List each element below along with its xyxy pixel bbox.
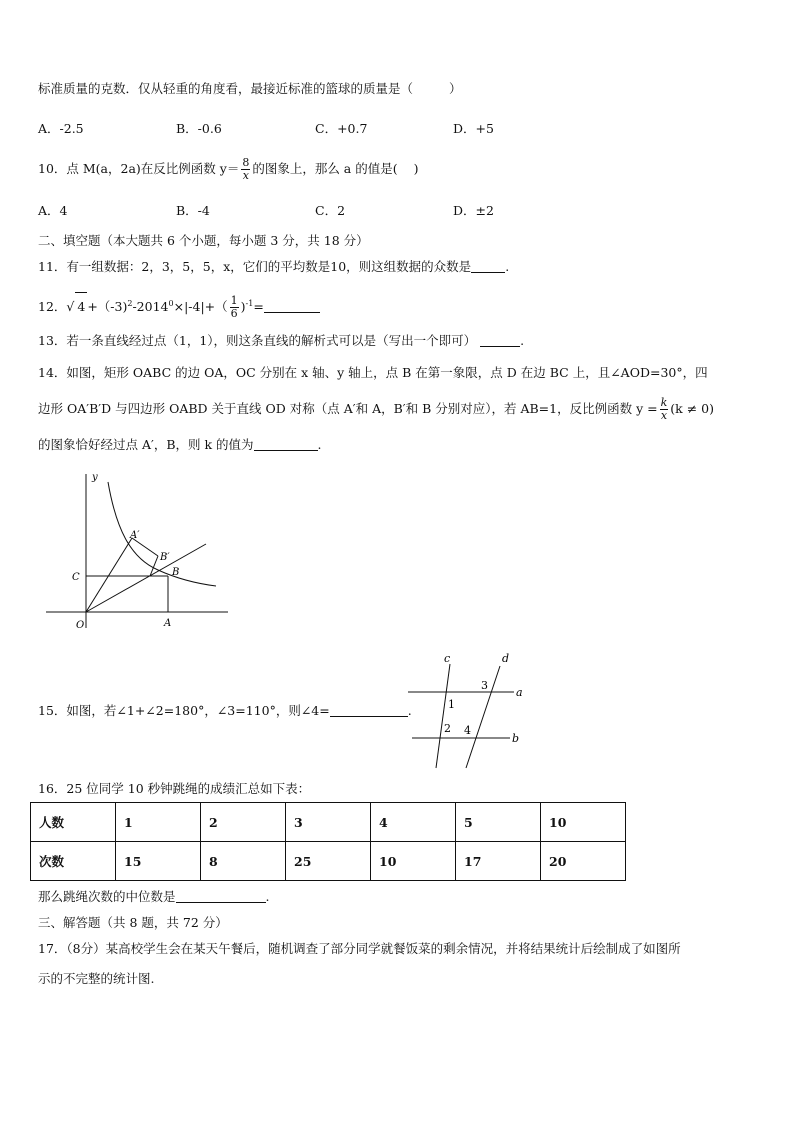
table-cell: 5	[456, 803, 541, 842]
q9-option-b: B．-0.6	[176, 121, 222, 136]
score-table	[30, 802, 626, 881]
table-cell: 10	[371, 842, 456, 881]
label-c: c	[444, 652, 451, 665]
table-cell: 8	[201, 842, 286, 881]
label-d: d	[502, 652, 510, 665]
q13-text: 13．若一条直线经过点（1，1），则这条直线的解析式可以是（写出一个即可）	[38, 333, 477, 348]
label-y: y	[92, 472, 98, 483]
q14-line2-post: (k ≠ 0)	[670, 401, 714, 416]
q12-exp1: 2	[127, 299, 133, 308]
label-a-prime: A′	[130, 530, 140, 541]
q10-suffix-close: )	[413, 161, 419, 176]
angle-3: 3	[481, 679, 488, 692]
q14-frac-den: x	[660, 409, 668, 422]
q12-part2: -2014	[132, 299, 169, 315]
table-cell: 4	[371, 803, 456, 842]
q11-end: .	[505, 259, 510, 274]
table-cell: 25	[286, 842, 371, 881]
q10-frac-den: x	[242, 169, 249, 182]
q9-tail-text: 标准质量的克数．仅从轻重的角度看，最接近标准的篮球的质量是（	[38, 81, 414, 96]
table-row	[31, 842, 626, 881]
line-c	[436, 664, 450, 768]
q14-blank	[254, 437, 318, 451]
q14-line2	[38, 392, 714, 426]
q12-part3: ×|-4|+（	[173, 299, 228, 315]
q14-frac-num: k	[660, 396, 668, 409]
label-b: b	[512, 732, 520, 745]
q15-text: 15．如图，若∠1+∠2=180°，∠3=110°，则∠4=	[38, 703, 330, 718]
q12-exp2: 0	[168, 299, 174, 308]
q13-blank	[480, 333, 520, 347]
sqrt-icon: √	[66, 299, 75, 315]
q12-frac-den: 6	[230, 307, 238, 321]
q13-end: .	[520, 333, 525, 348]
q10-frac-num: 8	[242, 156, 250, 169]
q16-text: 16．25 位同学 10 秒钟跳绳的成绩汇总如下表：	[38, 781, 311, 796]
q12-blank	[264, 299, 320, 313]
angle-4: 4	[464, 724, 471, 737]
q14-fraction	[660, 397, 669, 422]
q12-exp3: -1	[245, 299, 254, 308]
angle-2: 2	[444, 722, 451, 735]
q16-after-end: .	[265, 889, 270, 904]
q14-line3-end: .	[317, 437, 322, 452]
table-cell: 3	[286, 803, 371, 842]
q12-sqrt-arg: 4	[75, 292, 87, 321]
q9-option-c: C．+0.7	[315, 121, 368, 136]
angle-1: 1	[448, 698, 455, 711]
q16-after-text: 那么跳绳次数的中位数是	[38, 889, 176, 904]
table-cell: 次数	[31, 842, 116, 881]
table-cell: 10	[541, 803, 626, 842]
q16-after	[38, 888, 270, 906]
table-cell: 17	[456, 842, 541, 881]
label-a: a	[516, 686, 523, 699]
label-b-prime: B′	[160, 552, 170, 563]
q14-figure	[40, 468, 240, 632]
section-2-heading: 二、填空题（本大题共 6 个小题，每小题 3 分，共 18 分）	[38, 233, 369, 248]
q11-blank	[471, 259, 505, 273]
line-od	[86, 544, 206, 612]
hyperbola-curve	[108, 482, 216, 586]
q10-option-c: C．2	[315, 203, 346, 218]
q12-frac-num: 1	[230, 294, 238, 308]
q9-tail-close: ）	[449, 81, 462, 96]
q10-option-d: D．±2	[453, 203, 494, 218]
q10-prefix: 10．点 M(a，2a)在反比例函数 y＝	[38, 161, 240, 176]
q10-fraction	[241, 157, 250, 182]
q17-line2: 示的不完整的统计图.	[38, 971, 155, 986]
q9-option-d: D．+5	[453, 121, 494, 136]
q12-part5: =	[253, 299, 264, 315]
table-cell: 1	[116, 803, 201, 842]
q14-line3-text: 的图象恰好经过点 A′，B，则 k 的值为	[38, 437, 254, 452]
label-b: B	[172, 567, 180, 578]
q14-line1: 14．如图，矩形 OABC 的边 OA，OC 分别在 x 轴、y 轴上，点 B 在第一象限，点 D 在边 BC 上，且∠AOD=30°，四	[38, 365, 708, 380]
q16-blank	[176, 889, 266, 903]
q9-option-a: A．-2.5	[38, 121, 84, 136]
q12-part1: +（-3)	[87, 299, 128, 315]
q11	[38, 258, 509, 276]
q10	[38, 152, 419, 186]
q13	[38, 332, 524, 350]
q15-end: .	[407, 703, 412, 718]
table-cell: 20	[541, 842, 626, 881]
q12-num: 12．	[38, 299, 67, 315]
q12	[38, 290, 320, 321]
label-c: C	[72, 572, 80, 583]
label-o: O	[76, 620, 85, 631]
q12-fraction	[230, 295, 239, 320]
q11-text: 11．有一组数据：2，3，5，5，x，它们的平均数是10，则这组数据的众数是	[38, 259, 472, 274]
q12-part4: )	[240, 299, 246, 315]
table-cell: 2	[201, 803, 286, 842]
segment-oa-prime	[86, 538, 132, 612]
q17-line1: 17．（8分）某高校学生会在某天午餐后，随机调查了部分同学就餐饭菜的剩余情况，并将结果统计后绘制成了如图所	[38, 941, 681, 956]
table-cell: 人数	[31, 803, 116, 842]
label-a: A	[164, 618, 172, 629]
q15-blank	[330, 703, 408, 717]
q14-line2-pre: 边形 OA′B′D 与四边形 OABD 关于直线 OD 对称（点 A′和 A，B′和 B 分别对应），若 AB=1，反比例函数 y =	[38, 401, 658, 416]
table-cell: 15	[116, 842, 201, 881]
q10-suffix: 的图象上，那么 a 的值是(	[252, 161, 398, 176]
section-3-heading: 三、解答题（共 8 题，共 72 分）	[38, 915, 228, 930]
q9-tail	[38, 80, 462, 98]
q14-line3	[38, 436, 322, 454]
q15-figure	[404, 650, 534, 774]
q10-option-b: B．-4	[176, 203, 210, 218]
q10-option-a: A．4	[38, 203, 68, 218]
table-row	[31, 803, 626, 842]
q15	[38, 702, 412, 720]
